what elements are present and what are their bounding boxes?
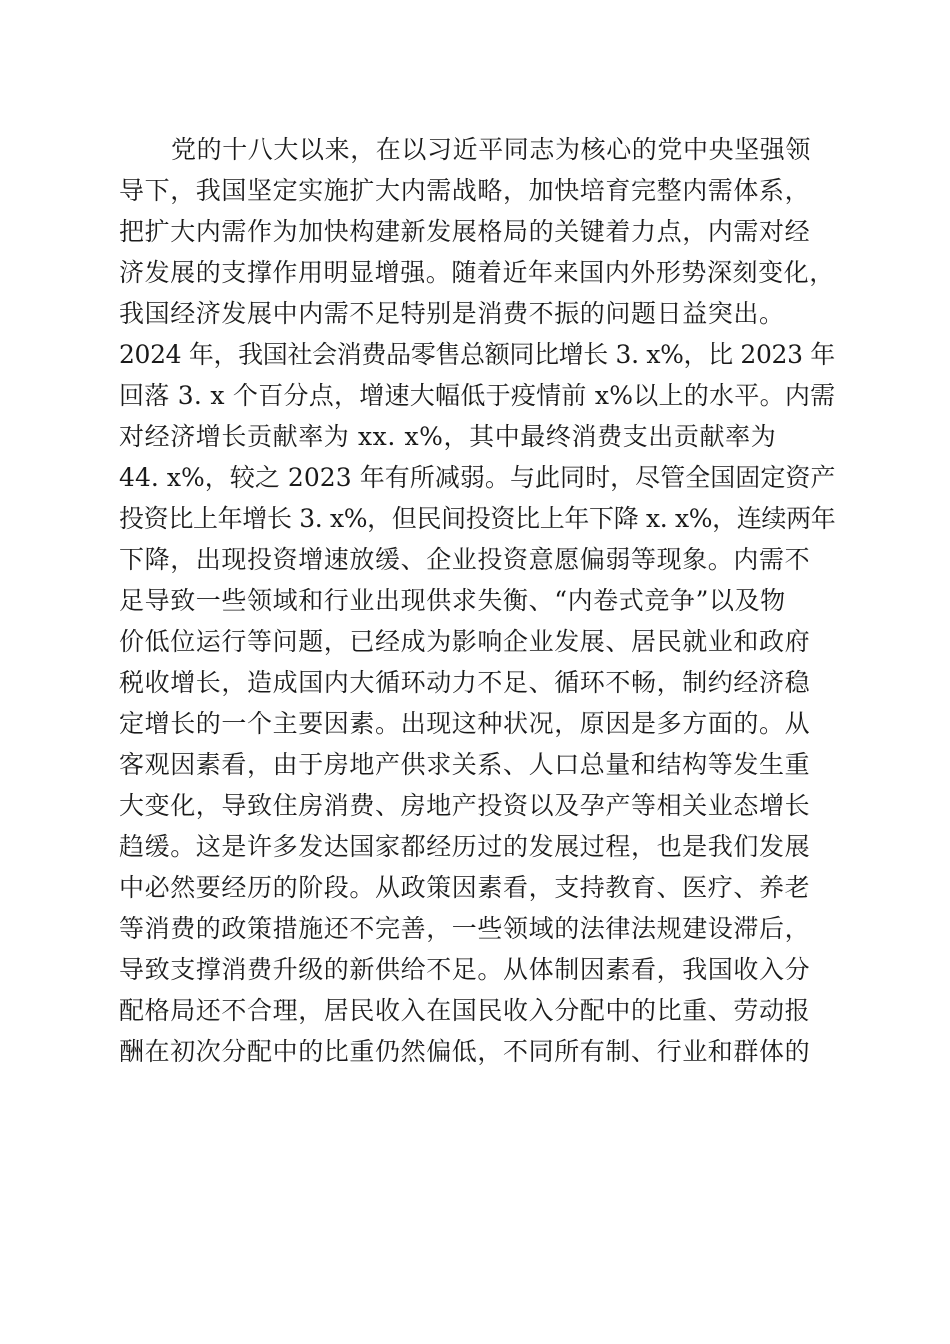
paragraph-line: 对经济增长贡献率为 xx. x%，其中最终消费支出贡献率为 xyxy=(119,422,777,451)
paragraph-line: 44. x%，较之 2023 年有所减弱。与此同时，尽管全国固定资产 xyxy=(119,463,836,492)
paragraph-line: 我国经济发展中内需不足特别是消费不振的问题日益突出。 xyxy=(119,299,785,328)
paragraph-line: 趋缓。这是许多发达国家都经历过的发展过程，也是我们发展 xyxy=(119,832,811,861)
paragraph-line: 中必然要经历的阶段。从政策因素看，支持教育、医疗、养老 xyxy=(119,873,811,902)
paragraph-line: 把扩大内需作为加快构建新发展格局的关键着力点，内需对经 xyxy=(119,217,811,246)
paragraph-line: 党的十八大以来，在以习近平同志为核心的党中央坚强领 xyxy=(171,135,812,164)
paragraph-line: 2024 年，我国社会消费品零售总额同比增长 3. x%，比 2023 年 xyxy=(119,340,835,369)
paragraph-line: 导致支撑消费升级的新供给不足。从体制因素看，我国收入分 xyxy=(119,955,811,984)
paragraph-line: 投资比上年增长 3. x%，但民间投资比上年下降 x. x%，连续两年 xyxy=(119,504,836,533)
paragraph-line: 税收增长，造成国内大循环动力不足、循环不畅，制约经济稳 xyxy=(119,668,811,697)
paragraph-line: 定增长的一个主要因素。出现这种状况，原因是多方面的。从 xyxy=(119,709,811,738)
paragraph-line: 足导致一些领域和行业出现供求失衡、“内卷式竞争”以及物 xyxy=(119,586,786,615)
paragraph-line: 导下，我国坚定实施扩大内需战略，加快培育完整内需体系， xyxy=(119,176,811,205)
paragraph-line: 客观因素看，由于房地产供求关系、人口总量和结构等发生重 xyxy=(119,750,811,779)
paragraph-line: 大变化，导致住房消费、房地产投资以及孕产等相关业态增长 xyxy=(119,791,811,820)
paragraph-line: 下降，出现投资增速放缓、企业投资意愿偏弱等现象。内需不 xyxy=(119,545,811,574)
paragraph-line: 济发展的支撑作用明显增强。随着近年来国内外形势深刻变化， xyxy=(119,258,835,287)
paragraph-line: 等消费的政策措施还不完善，一些领域的法律法规建设滞后， xyxy=(119,914,811,943)
paragraph-line: 酬在初次分配中的比重仍然偏低，不同所有制、行业和群体的 xyxy=(119,1037,811,1066)
paragraph-line: 回落 3. x 个百分点，增速大幅低于疫情前 x%以上的水平。内需 xyxy=(119,381,836,410)
paragraph-line: 配格局还不合理，居民收入在国民收入分配中的比重、劳动报 xyxy=(119,996,811,1025)
paragraph-line: 价低位运行等问题，已经成为影响企业发展、居民就业和政府 xyxy=(119,627,811,656)
